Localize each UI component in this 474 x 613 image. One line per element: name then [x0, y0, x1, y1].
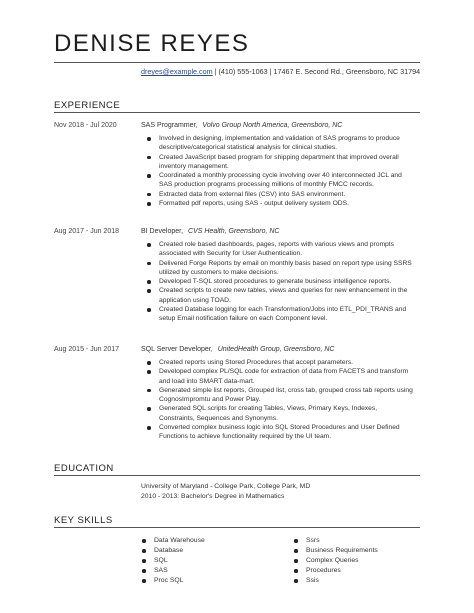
bullet-icon	[147, 174, 151, 178]
contact-info	[141, 67, 421, 78]
list-item: Extracted data from external files (CSV) into SAS environment.	[141, 190, 413, 199]
list-item: SAS	[140, 566, 205, 576]
skills-divider	[54, 527, 420, 528]
list-item: Involved in designing, implementation and validation of SAS programs to produce descriptive/categorical statistical analysis for clinical studies.	[141, 134, 413, 153]
bullet-icon	[147, 308, 151, 312]
job-entry	[54, 228, 424, 328]
job-title: SQL Server Developer,	[141, 346, 213, 353]
job-title: SAS Programmer,	[141, 122, 198, 129]
list-item: Developed complex PL/SQL code for extraction of data from FACETS and transform and load into SMART data-mart.	[141, 367, 413, 386]
bullet-icon	[294, 539, 298, 543]
experience-divider	[54, 112, 420, 113]
bullet-icon	[147, 407, 151, 411]
education-divider	[54, 475, 420, 476]
job-bullets	[141, 358, 413, 442]
job-dates: Aug 2017 - Jun 2018	[54, 228, 119, 235]
list-item: Ssis	[292, 576, 378, 586]
list-item: Developed T-SQL stored procedures to generate business intelligence reports.	[141, 277, 413, 286]
bullet-icon	[147, 361, 151, 365]
job-company: Volvo Group North America, Greensboro, NC	[202, 122, 343, 129]
list-item: Generated simple list reports, Grouped list, cross tab, grouped cross tab reports using CognosImpromtu and Power Play.	[141, 386, 413, 405]
job-header	[141, 228, 279, 235]
bullet-icon	[294, 569, 298, 573]
bullet-icon	[147, 426, 151, 430]
list-item: Business Requirements	[292, 546, 378, 556]
bullet-icon	[147, 202, 151, 206]
list-item: Created scripts to create new tables, views and queries for new enhancement in the application using TOAD.	[141, 286, 413, 305]
bullet-icon	[147, 289, 151, 293]
experience-heading: EXPERIENCE	[54, 100, 121, 111]
skills-heading: KEY SKILLS	[54, 515, 113, 526]
list-item: SQL	[140, 556, 205, 566]
list-item: Created JavaScript based program for shipping department that improved overall inventory management.	[141, 153, 413, 172]
list-item: Data Warehouse	[140, 536, 205, 546]
bullet-icon	[142, 559, 146, 563]
list-item: Database	[140, 546, 205, 556]
education-school: University of Maryland - College Park, College Park, MD	[141, 483, 311, 490]
list-item: Proc SQL	[140, 576, 205, 586]
candidate-name: DENISE REYES	[54, 30, 250, 57]
list-item: Ssrs	[292, 536, 378, 546]
bullet-icon	[142, 539, 146, 543]
skills-list-left	[140, 536, 205, 586]
bullet-icon	[142, 569, 146, 573]
contact-details: | (410) 555-1063 | 17467 E. Second Rd., Greensboro, NC 31794	[212, 67, 421, 76]
bullet-icon	[147, 193, 151, 197]
list-item: Created reports using Stored Procedures that accept parameters.	[141, 358, 413, 367]
job-bullets	[141, 240, 413, 324]
list-item: Complex Queries	[292, 556, 378, 566]
job-entry	[54, 122, 424, 217]
bullet-icon	[147, 156, 151, 160]
bullet-icon	[294, 549, 298, 553]
bullet-icon	[142, 579, 146, 583]
list-item: Converted complex business logic into SQL Stored Procedures and User Defined Functions to achieve functionality required by the UI team.	[141, 423, 413, 442]
bullet-icon	[147, 389, 151, 393]
list-item: Generated SQL scripts for creating Tables, Views, Primary Keys, Indexes, Constraints, Sequences and Synonyms.	[141, 404, 413, 423]
bullet-icon	[147, 280, 151, 284]
job-dates: Aug 2015 - Jun 2017	[54, 346, 119, 353]
job-entry	[54, 346, 424, 451]
list-item: Created role based dashboards, pages, reports with various views and prompts associated with Security for User Authentication.	[141, 240, 413, 259]
job-company: CVS Health, Greensboro, NC	[188, 228, 280, 235]
email-link[interactable]: dreyes@example.com	[141, 67, 213, 76]
list-item: Procedures	[292, 566, 378, 576]
job-header	[141, 346, 334, 353]
education-heading: EDUCATION	[54, 463, 114, 474]
bullet-icon	[147, 243, 151, 247]
bullet-icon	[142, 549, 146, 553]
list-item: Coordinated a monthly processing cycle involving over 40 interconnected JCL and SAS production programs processing millions of monthly FMCC records.	[141, 171, 413, 190]
job-title: BI Developer,	[141, 228, 184, 235]
bullet-icon	[147, 137, 151, 141]
education-degree: 2010 - 2013: Bachelor's Degree in Mathematics	[141, 493, 285, 500]
bullet-icon	[147, 370, 151, 374]
skills-list-right	[292, 536, 378, 586]
header-divider	[54, 62, 420, 63]
bullet-icon	[294, 559, 298, 563]
education-entry	[141, 482, 310, 502]
job-company: UnitedHealth Group, Greensboro, NC	[217, 346, 335, 353]
list-item: Created Database logging for each Transformation/Jobs into ETL_PDI_TRANS and setup Email notification failure on each Component level.	[141, 305, 413, 324]
bullet-icon	[294, 579, 298, 583]
list-item: Formatted pdf reports, using SAS - output delivery system ODS.	[141, 199, 413, 208]
job-bullets	[141, 134, 413, 208]
bullet-icon	[147, 262, 151, 266]
list-item: Delivered Forge Reports by email on monthly basis based on report type using SSRS utilized by customers to make decisions.	[141, 259, 413, 278]
job-header	[141, 122, 342, 129]
job-dates: Nov 2018 - Jul 2020	[54, 122, 117, 129]
